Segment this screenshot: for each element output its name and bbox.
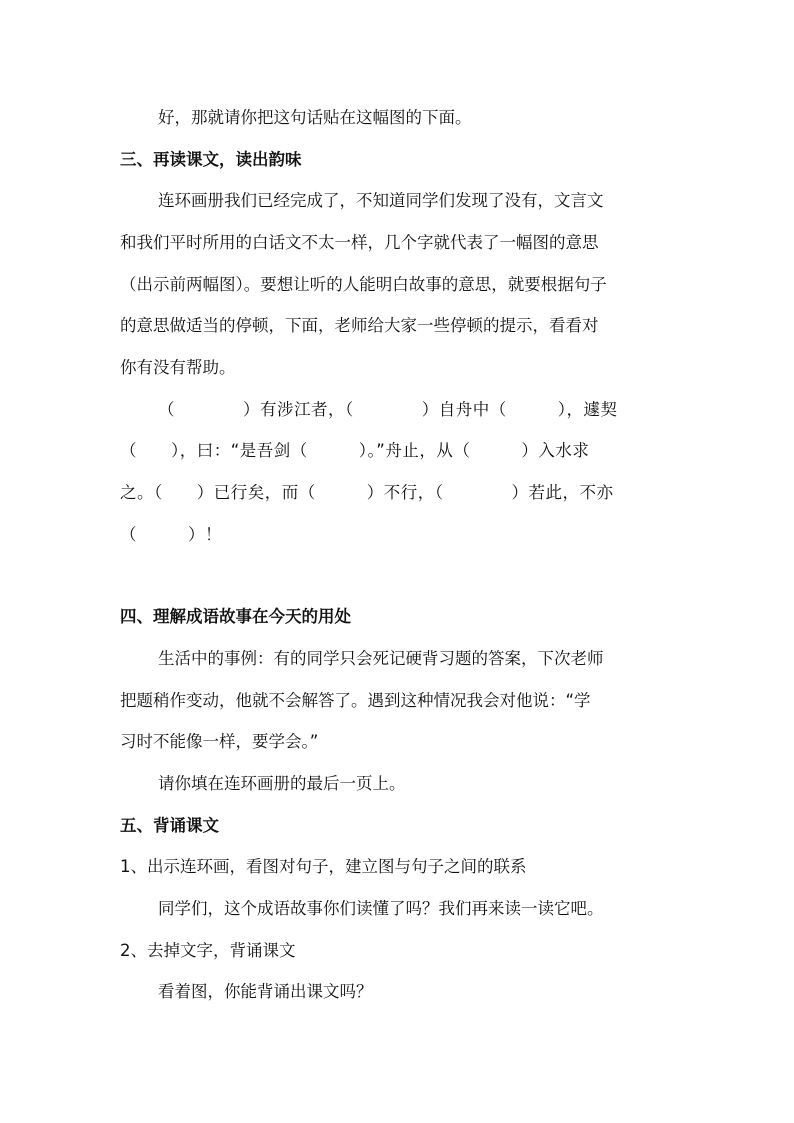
paragraph-line: 习时不能像一样，要学会。”	[120, 732, 319, 751]
cloze-line: 之。（ ）已行矣，而（ ）不行，（ ）若此，不亦	[120, 483, 614, 502]
paragraph-line: 连环画册我们已经完成了，不知道同学们发现了没有，文言文	[158, 191, 604, 210]
paragraph-line: 同学们，这个成语故事你们读懂了吗？我们再来读一读它吧。	[158, 899, 604, 918]
paragraph-line: 生活中的事例：有的同学只会死记硬背习题的答案，下次老师	[158, 649, 604, 668]
cloze-line: （ ），曰：“是吾剑（ ）。”舟止，从（ ）入水求	[120, 441, 590, 460]
section-heading-4: 四、理解成语故事在今天的用处	[120, 607, 351, 626]
cloze-line: （ ）有涉江者，（ ）自舟中（ ），遽契	[158, 400, 618, 419]
paragraph-line: 你有没有帮助。	[120, 358, 236, 377]
paragraph-line: 和我们平时所用的白话文不太一样，几个字就代表了一幅图的意思	[120, 233, 599, 252]
paragraph-line: 好，那就请你把这句话贴在这幅图的下面。	[158, 108, 472, 127]
list-item-1: 1、出示连环画，看图对句子，建立图与句子之间的联系	[120, 857, 527, 876]
section-heading-3: 三、再读课文，读出韵味	[120, 150, 302, 169]
section-heading-5: 五、背诵课文	[120, 816, 219, 835]
paragraph-line: 把题稍作变动，他就不会解答了。遇到这种情况我会对他说：“学	[120, 691, 591, 710]
cloze-line: （ ）！	[120, 525, 222, 544]
list-item-2: 2、去掉文字，背诵课文	[120, 941, 296, 960]
paragraph-line: （出示前两幅图）。要想让听的人能明白故事的意思，就要根据句子	[120, 275, 607, 294]
paragraph-line: 的意思做适当的停顿，下面，老师给大家一些停顿的提示，看看对	[120, 316, 599, 335]
paragraph-line: 看着图，你能背诵出课文吗？	[158, 982, 373, 1001]
paragraph-line: 请你填在连环画册的最后一页上。	[158, 774, 406, 793]
